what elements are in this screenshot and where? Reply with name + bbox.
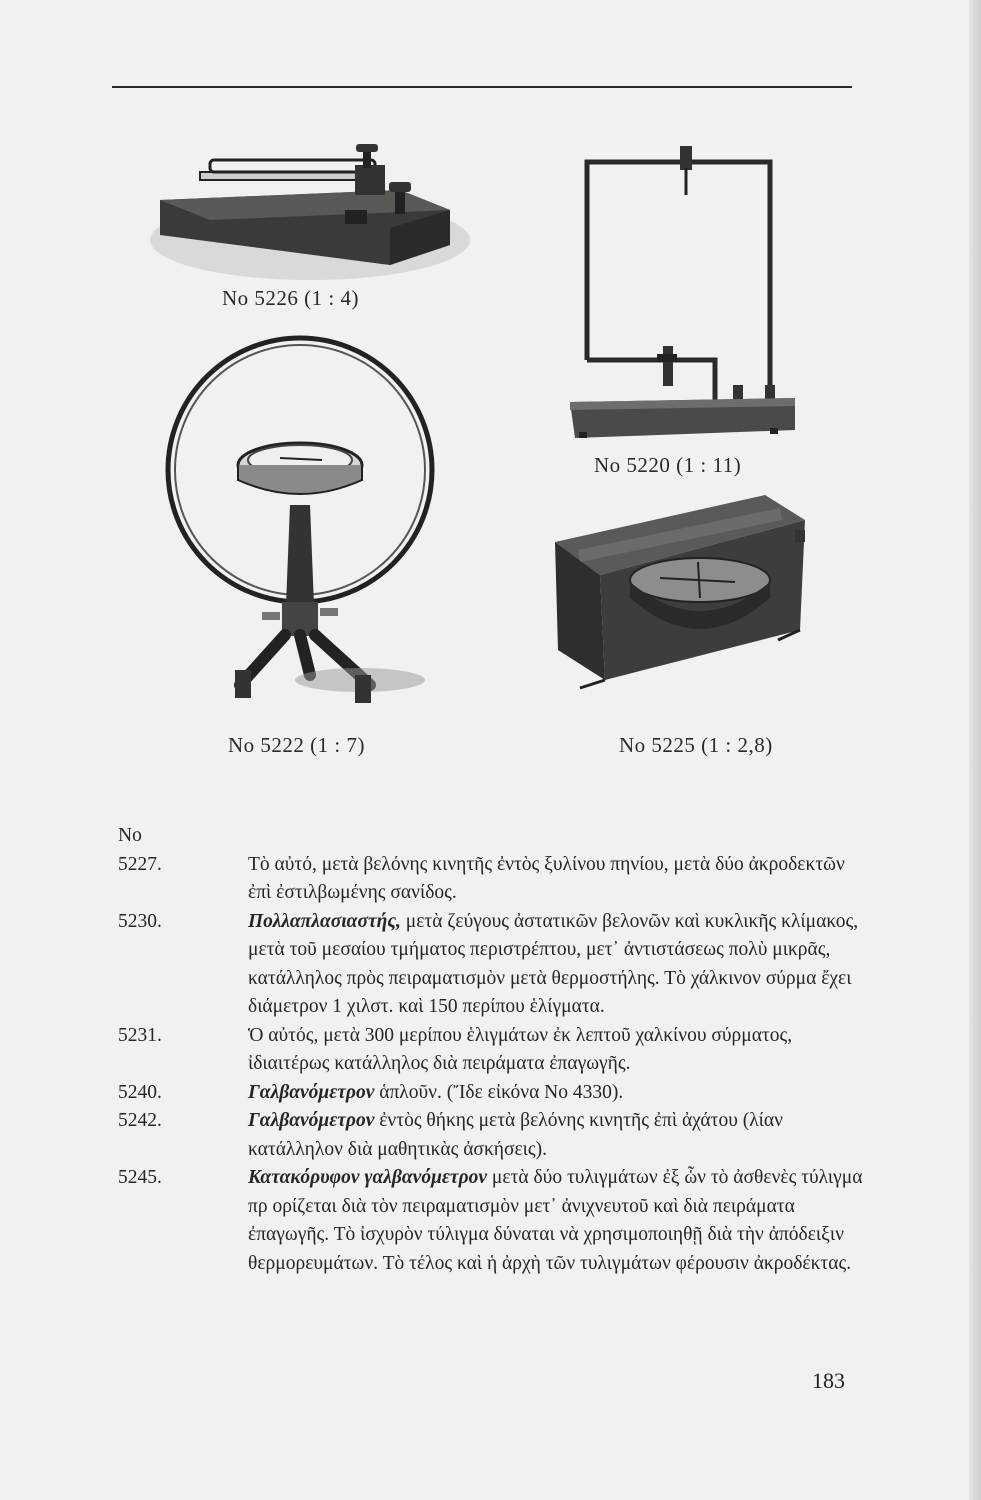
figure-5220-illustration [565, 140, 805, 445]
entry-5227 [118, 851, 868, 908]
figure-5225-caption: No 5225 (1 : 2,8) [619, 733, 773, 757]
entry-5230 [118, 908, 868, 1022]
entry-number: 5227. [118, 853, 162, 875]
page-number: 183 [812, 1368, 845, 1393]
catalogue-entries [118, 822, 868, 1278]
entry-text: μετὰ ζεύγους ἀστατικῶν βελονῶν καὶ κυκλικῆς κλίμακος, μετὰ τοῦ μεσαίου τμήματος περιστρέπτου, μετ᾽ ἀντιστάσεως πολὺ μικρᾶς, κατάλληλος πρὸς πειραματισμὸν μετὰ θερμοστήλης. Τὸ χάλκινον σύρμα ἔχει διάμετρον 1 χιλστ. καὶ 150 περίπου ἑλίγματα. [248, 910, 859, 1017]
entry-5245 [118, 1164, 868, 1278]
entry-text: Τὸ αὐτό, μετὰ βελόνης κινητῆς ἐντὸς ξυλίνου πηνίου, μετὰ δύο ἀκροδεκτῶν ἐπὶ ἐστιλβωμένης σανίδος. [248, 853, 845, 903]
entry-number: 5230. [118, 910, 162, 932]
figure-5222-illustration [160, 330, 445, 720]
entry-title: Γαλβανόμετρον [248, 1110, 375, 1131]
figure-5226-illustration [150, 140, 470, 285]
entry-title: Κατακόρυφον γαλβανόμετρον [248, 1167, 488, 1188]
figure-5225-illustration [550, 490, 812, 690]
page-edge [969, 0, 981, 1500]
entry-text: μετὰ δύο τυλιγμάτων ἐξ ὧν τὸ ἀσθενὲς τύλιγμα πρ ορίζεται διὰ τὸν πειραματισμὸν μετ᾽ ἀνιχνευτοῦ καὶ διὰ πειράματα ἐπαγωγῆς. Τὸ ἰσχυρὸν τύλιγμα δύναται νὰ χρησιμοποιηθῇ διὰ τὴν ἀπόδειξιν θερμορευμάτων. Τὸ τέλος καὶ ἡ ἀρχὴ τῶν τυλιγμάτων φέρουσιν ἀκροδέκτας. [248, 1167, 863, 1274]
figure-5226-caption: No 5226 (1 : 4) [222, 286, 359, 310]
entry-number: 5245. [118, 1167, 162, 1188]
entry-5231 [118, 1022, 868, 1079]
figure-5222-caption: No 5222 (1 : 7) [228, 733, 365, 757]
entry-5240 [118, 1079, 868, 1108]
entry-number: 5240. [118, 1081, 162, 1103]
entry-text: Ὁ αὐτός, μετὰ 300 μερίπου ἑλιγμάτων ἐκ λεπτοῦ χαλκίνου σύρματος, ἰδιαιτέρως κατάλληλος διὰ πειράματα ἐπαγωγῆς. [248, 1024, 793, 1074]
entry-text: ἁπλοῦν. (Ἴδε εἰκόνα Νο 4330). [379, 1081, 624, 1103]
entry-number: 5231. [118, 1024, 162, 1046]
entry-number: 5242. [118, 1110, 162, 1131]
list-header: No [118, 825, 142, 846]
entry-title: Πολλαπλασιαστής, [248, 910, 401, 932]
header-rule [112, 86, 852, 88]
figure-5220-caption: No 5220 (1 : 11) [594, 453, 742, 477]
entry-text: ἐντὸς θήκης μετὰ βελόνης κινητῆς ἐπὶ ἀχάτου (λίαν κατάλληλον διὰ μαθητικὰς ἀσκήσεις). [248, 1110, 783, 1160]
entry-5242 [118, 1107, 868, 1164]
entry-title: Γαλβανόμετρον [248, 1081, 375, 1103]
